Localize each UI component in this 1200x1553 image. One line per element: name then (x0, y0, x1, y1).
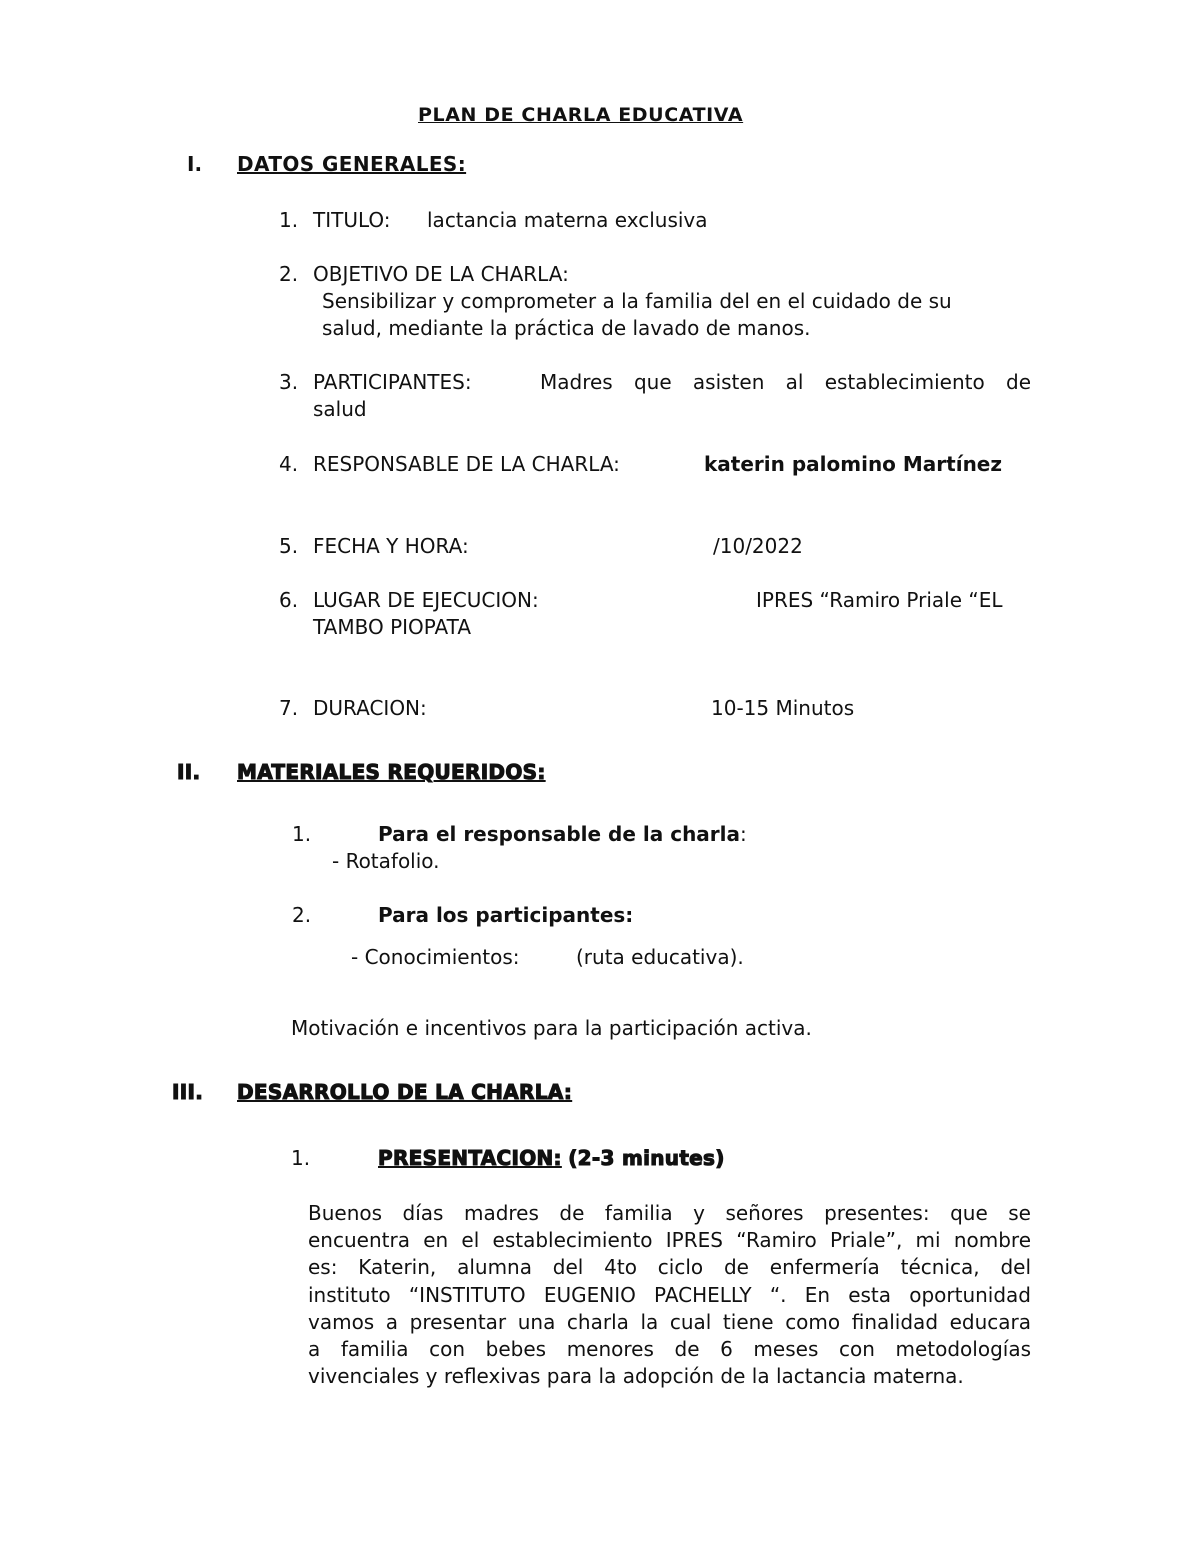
item-responsable-label: RESPONSABLE DE LA CHARLA: (313, 452, 620, 476)
materiales-item2-number: 2. (292, 903, 312, 927)
item-objetivo-label: OBJETIVO DE LA CHARLA: (313, 262, 569, 286)
paragraph-line: vamos a presentar una charla la cual tiene como finalidad educara (308, 1309, 1031, 1334)
item-lugar-value-line2: TAMBO PIOPATA (313, 615, 472, 639)
desarrollo-item1-heading (378, 1146, 725, 1170)
section-2-numeral: II. (177, 760, 201, 784)
item-fecha-label: FECHA Y HORA: (313, 534, 469, 558)
item-responsable-value: katerin palomino Martínez (704, 452, 1003, 476)
item-duracion-number: 7. (279, 696, 299, 720)
section-1-numeral: I. (187, 152, 203, 176)
item-participantes-label: PARTICIPANTES: (313, 370, 472, 394)
paragraph-line: Buenos días madres de familia y señores presentes: que se (308, 1201, 1031, 1225)
materiales-item1-label (378, 822, 747, 846)
paragraph-line: a familia con bebes menores de 6 meses con metodologías (308, 1337, 1031, 1362)
titulo-label-text: TITULO (313, 208, 384, 232)
item-duracion-label: DURACION: (313, 696, 427, 720)
item-duracion-value: 10-15 Minutos (711, 696, 855, 720)
item-titulo-value: lactancia materna exclusiva (427, 208, 708, 232)
materiales-item2-label: Para los participantes: (378, 903, 634, 927)
item-objetivo-number: 2. (279, 262, 299, 286)
item-lugar-value: IPRES “Ramiro Priale “EL (756, 588, 1003, 612)
materiales-item2-sub-value: (ruta educativa). (576, 945, 744, 969)
materiales-item1-number: 1. (292, 822, 312, 846)
item-objetivo-line1: Sensibilizar y comprometer a la familia del en el cuidado de su (322, 289, 952, 313)
item-titulo-label (313, 208, 391, 232)
item-participantes-value: Madres que asisten al establecimiento de (540, 370, 1031, 394)
paragraph-line: instituto “INSTITUTO EUGENIO PACHELLY “. En esta oportunidad (308, 1282, 1031, 1307)
materiales-item1-sub: - Rotafolio. (332, 849, 440, 873)
section-3-heading: DESARROLLO DE LA CHARLA: (237, 1080, 573, 1104)
item-responsable-number: 4. (279, 452, 299, 476)
item-fecha-value: /10/2022 (713, 534, 803, 558)
item-lugar-label: LUGAR DE EJECUCION: (313, 588, 539, 612)
item-fecha-number: 5. (279, 534, 299, 558)
item-lugar-number: 6. (279, 588, 299, 612)
materiales-item1-label-text: Para el responsable de la charla (378, 822, 741, 846)
paragraph-line: vivenciales y reflexivas para la adopción de la lactancia materna. (308, 1364, 964, 1389)
document-title: PLAN DE CHARLA EDUCATIVA (418, 104, 744, 126)
presentacion-duration: (2-3 minutes) (568, 1146, 725, 1170)
item-participantes-number: 3. (279, 370, 299, 394)
materiales-note: Motivación e incentivos para la participación activa. (291, 1016, 812, 1040)
section-1-heading: DATOS GENERALES: (237, 152, 467, 176)
titulo-colon: : (383, 208, 391, 232)
item-participantes-value-line2: salud (313, 397, 367, 421)
item-titulo-number: 1. (279, 208, 299, 232)
section-2-heading: MATERIALES REQUERIDOS: (237, 760, 546, 784)
paragraph-line: encuentra en el establecimiento IPRES “Ramiro Priale”, mi nombre (308, 1228, 1031, 1253)
desarrollo-item1-number: 1. (291, 1146, 311, 1170)
materiales-item1-colon: : (740, 822, 747, 846)
paragraph-line: es: Katerin, alumna del 4to ciclo de enfermería técnica, del (308, 1255, 1031, 1280)
section-3-numeral: III. (172, 1080, 204, 1104)
item-objetivo-line2: salud, mediante la práctica de lavado de manos. (322, 316, 811, 340)
materiales-item2-sub-label: - Conocimientos: (351, 945, 520, 969)
presentacion-paragraph (308, 1200, 1031, 1390)
presentacion-label: PRESENTACION: (378, 1146, 562, 1170)
